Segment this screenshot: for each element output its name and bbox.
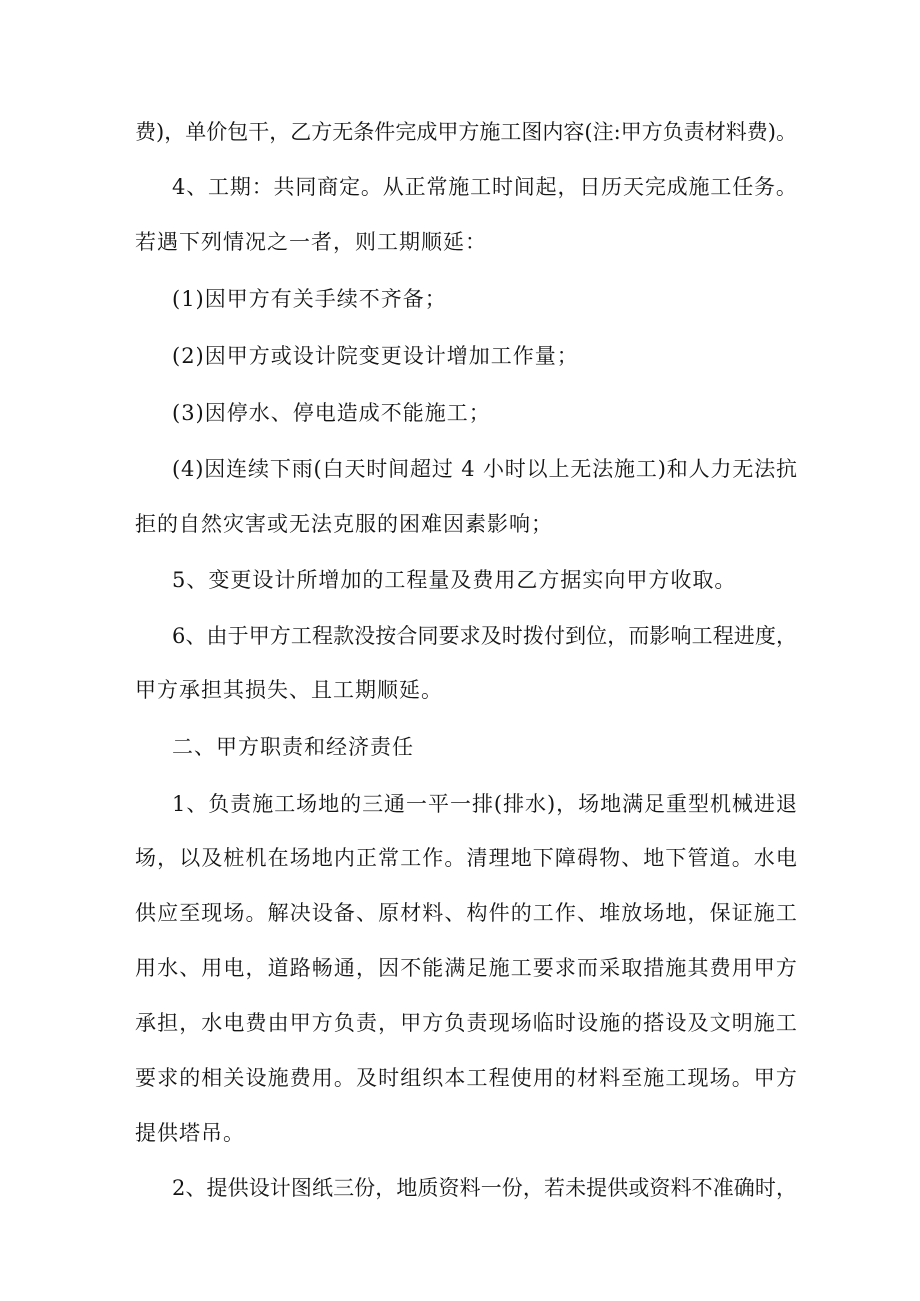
paragraph-line: (1)因甲方有关手续不齐备； — [172, 287, 447, 311]
section-heading-text: 二、甲方职责和经济责任 — [172, 735, 414, 759]
paragraph-line: (3)因停水、停电造成不能施工； — [172, 401, 491, 425]
paragraph-line: 1、负责施工场地的三通一平一排(排水)，场地满足重型机械进退 — [172, 792, 798, 816]
paragraph-line: 供应至现场。解决设备、原材料、构件的工作、堆放场地，保证施工 — [135, 901, 798, 925]
paragraph-line: 提供塔吊。 — [135, 1121, 245, 1145]
paragraph-line: 场，以及桩机在场地内正常工作。清理地下障碍物、地下管道。水电 — [135, 846, 798, 870]
paragraph-line: 费)，单价包干，乙方无条件完成甲方施工图内容(注:甲方负责材料费)。 — [135, 120, 797, 144]
paragraph-line: 2、提供设计图纸三份，地质资料一份，若未提供或资料不准确时， — [172, 1176, 798, 1200]
paragraph-line: 用水、用电，道路畅通，因不能满足施工要求而采取措施其费用甲方 — [135, 956, 798, 980]
paragraph-line: 若遇下列情况之一者，则工期顺延： — [135, 230, 487, 254]
paragraph-line: 甲方承担其损失、且工期顺延。 — [135, 678, 443, 702]
paragraph-line: 拒的自然灾害或无法克服的困难因素影响； — [135, 512, 553, 536]
paragraph-line: 要求的相关设施费用。及时组织本工程使用的材料至施工现场。甲方 — [135, 1066, 798, 1090]
paragraph-line: (4)因连续下雨(白天时间超过 4 小时以上无法施工)和人力无法抗 — [172, 457, 798, 481]
paragraph-line: 5、变更设计所增加的工程量及费用乙方据实向甲方收取。 — [172, 568, 737, 592]
paragraph-line: (2)因甲方或设计院变更设计增加工作量； — [172, 344, 579, 368]
paragraph-line: 4、工期：共同商定。从正常施工时间起，日历天完成施工任务。 — [172, 175, 798, 199]
paragraph-line: 6、由于甲方工程款没按合同要求及时拨付到位，而影响工程进度， — [172, 624, 798, 648]
paragraph-line: 承担，水电费由甲方负责，甲方负责现场临时设施的搭设及文明施工 — [135, 1011, 798, 1035]
